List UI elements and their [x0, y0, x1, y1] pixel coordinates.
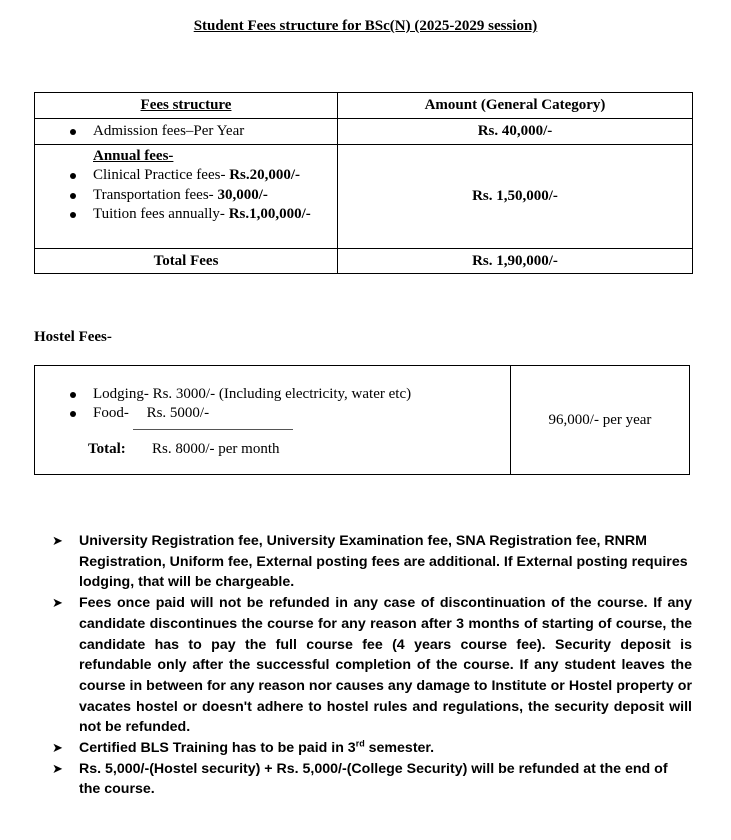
arrowhead-bullet-icon: ➤ [52, 595, 63, 611]
transport-label: Transportation fees- [93, 186, 218, 203]
admission-amount: Rs. 40,000/- [338, 119, 693, 145]
arrowhead-bullet-icon: ➤ [52, 740, 63, 756]
clinical-value: Rs.20,000/- [229, 167, 301, 183]
note-item [50, 738, 692, 759]
hostel-list [35, 385, 505, 423]
hostel-table [34, 365, 690, 475]
note-text: Rs. 5,000/-(Hostel security) + Rs. 5,000/-(College Security) will be refunded at the end of the course. [79, 760, 668, 798]
annual-amount: Rs. 1,50,000/- [338, 145, 693, 249]
table-row-admission [35, 119, 693, 145]
transport-value: 30,000/- [217, 186, 268, 203]
hostel-total-value: Rs. 8000/- per month [152, 441, 280, 457]
hostel-total-label: Total: [88, 441, 126, 457]
note-item [50, 531, 692, 593]
hostel-heading: Hostel Fees- [34, 329, 112, 345]
header-fees-structure [35, 93, 338, 119]
arrowhead-bullet-icon: ➤ [52, 533, 63, 548]
notes-list [50, 531, 692, 800]
total-label: Total Fees [35, 249, 338, 274]
admission-cell [35, 119, 338, 145]
note-text: semester. [364, 740, 435, 757]
header-fees-structure-label: Fees structure [140, 97, 232, 113]
total-amount: Rs. 1,90,000/- [338, 249, 693, 274]
table-row-total [35, 249, 693, 274]
fees-table [34, 92, 693, 274]
list-item [35, 404, 505, 423]
list-item [35, 205, 337, 225]
list-item [35, 385, 505, 404]
lodging-value: Rs. 3000/- (Including electricity, water etc) [152, 386, 412, 402]
note-item [50, 759, 692, 800]
list-item [35, 186, 337, 206]
ordinal-suffix: rd [355, 738, 365, 749]
tuition-value: Rs.1,00,000/- [228, 206, 311, 222]
annual-fees-heading: Annual fees- [93, 148, 174, 164]
hostel-total [88, 441, 280, 458]
header-amount: Amount (General Category) [338, 93, 693, 119]
food-value: Rs. 5000/- [146, 405, 210, 421]
hostel-annual-amount: 96,000/- per year [548, 412, 652, 428]
note-text: Certified BLS Training has to be paid in 3 [79, 740, 356, 757]
sum-divider-line [133, 429, 293, 430]
note-text: Fees once paid will not be refunded in any case of discontinuation of the course. If any candidate discontinues the course for any reason after 3 months of starting of course, the candidate has to pay the full course fee (4 years course fee). Security deposit is refundable only after the successful completion of the course. If any student leaves the course in between for any reason nor causes any damage to Institute or Hostel property or vacates hostel or doesn't adhere to hostel rules and regulations, the security deposit will not be refunded. [79, 595, 692, 736]
note-item [50, 593, 692, 738]
page-title: Student Fees structure for BSc(N) (2025-2029 session) [193, 18, 538, 34]
arrowhead-bullet-icon: ➤ [52, 760, 63, 776]
lodging-label: Lodging- [93, 386, 153, 402]
list-item [35, 166, 337, 186]
note-text: University Registration fee, University Examination fee, SNA Registration fee, RNRM Registration, Uniform fee, External posting fees are additional. If External posting requires lodging, that will be chargeable. [79, 533, 688, 591]
admission-label: Admission fees–Per Year [35, 122, 337, 142]
fees-table-header-row [35, 93, 693, 119]
clinical-label: Clinical Practice fees- [93, 167, 230, 183]
table-row-annual [35, 145, 693, 249]
food-label: Food- [93, 405, 133, 421]
tuition-label: Tuition fees annually- [93, 206, 229, 222]
annual-cell [35, 145, 338, 249]
